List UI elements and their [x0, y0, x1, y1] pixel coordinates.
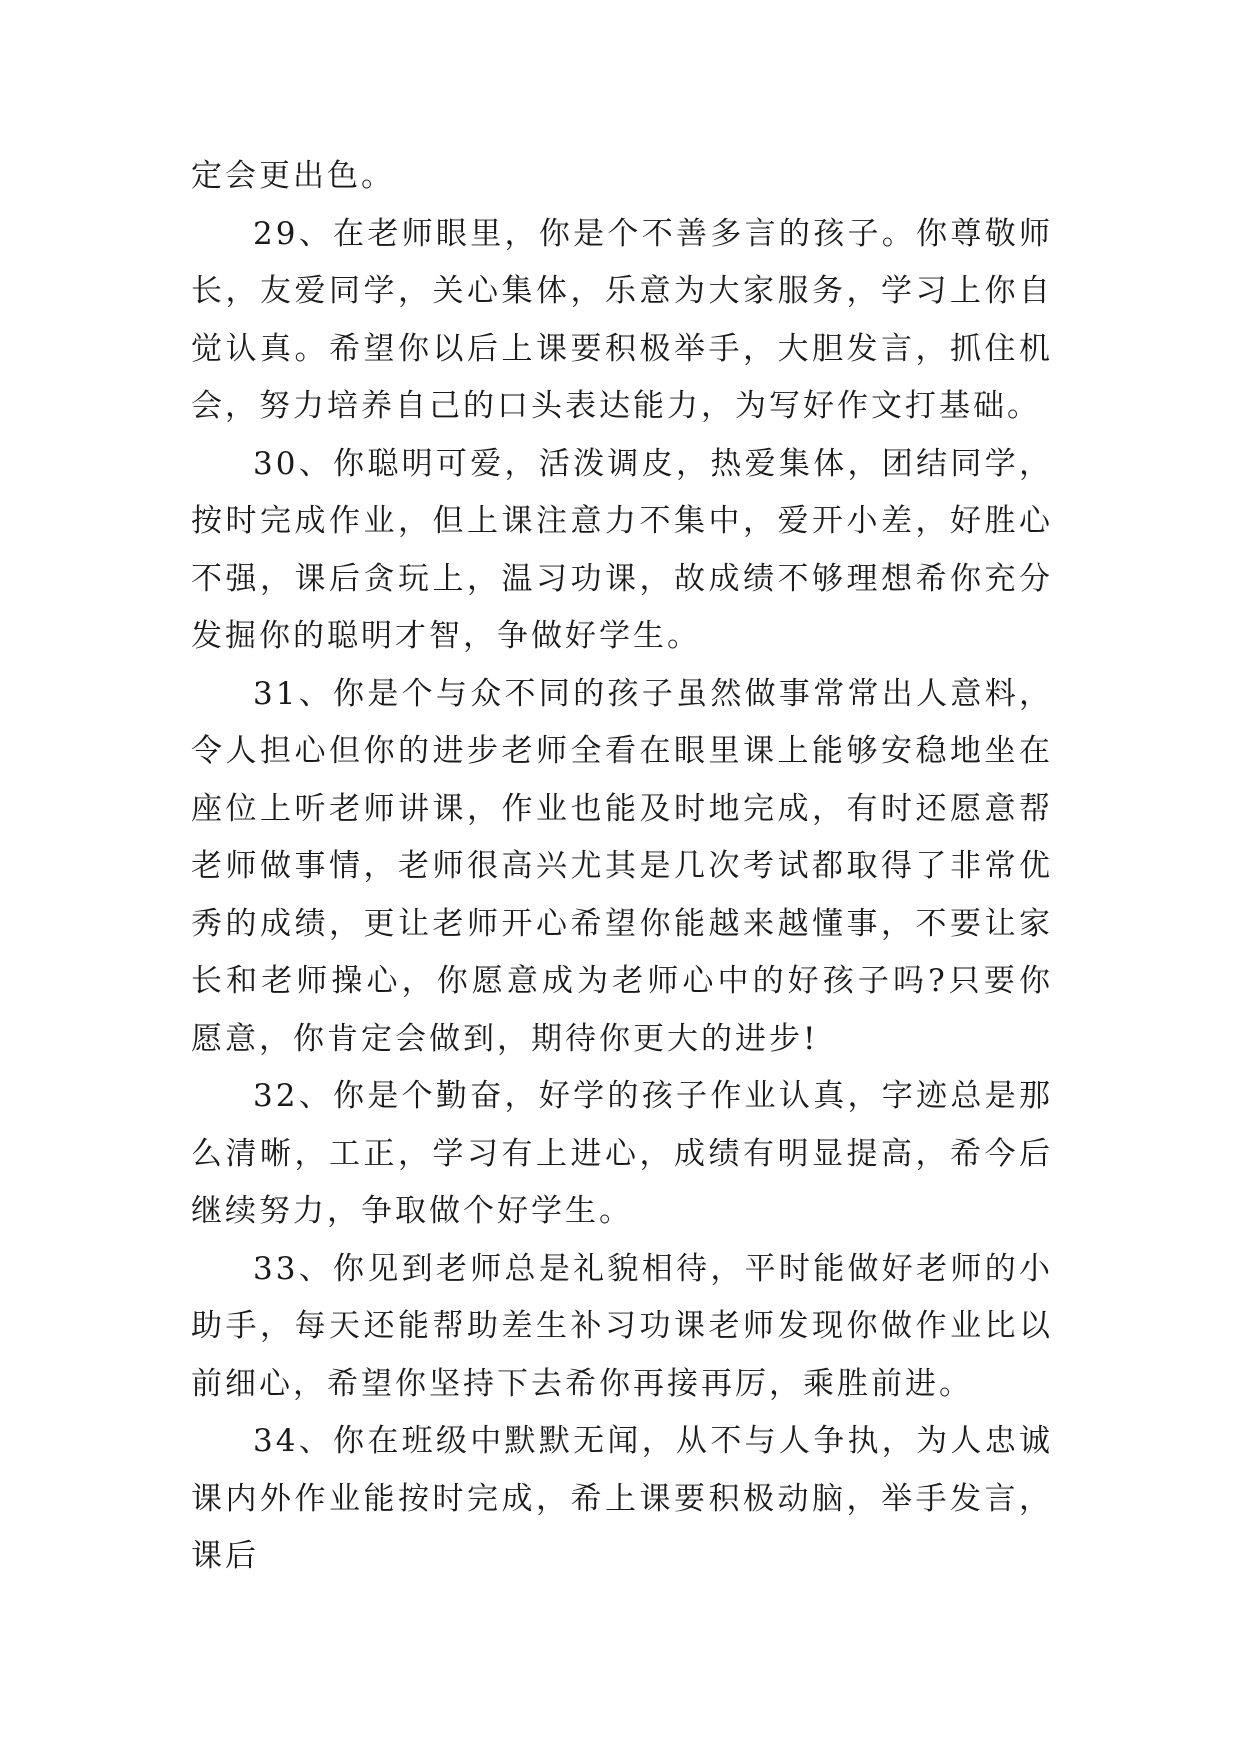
- paragraph-comment-31: 31、你是个与众不同的孩子虽然做事常常出人意料，令人担心但你的进步老师全看在眼里课上能够安稳地坐在座位上听老师讲课，作业也能及时地完成，有时还愿意帮老师做事情，老师很高兴尤其是几次考试都取得了非常优秀的成绩，更让老师开心希望你能越来越懂事，不要让家长和老师操心，你愿意成为老师心中的好孩子吗?只要你愿意，你肯定会做到，期待你更大的进步!: [191, 675, 1053, 1057]
- paragraph-comment-32: 32、你是个勤奋，好学的孩子作业认真，字迹总是那么清晰，工正，学习有上进心，成绩有明显提高，希今后继续努力，争取做个好学生。: [191, 1078, 1053, 1229]
- paragraph-continuation: 定会更出色。: [191, 158, 395, 194]
- paragraph-comment-34: 34、你在班级中默默无闻，从不与人争执，为人忠诚课内外作业能按时完成，希上课要积极动脑，举手发言，课后: [191, 1423, 1053, 1574]
- paragraph-comment-29: 29、在老师眼里，你是个不善多言的孩子。你尊敬师长，友爱同学，关心集体，乐意为大家服务，学习上你自觉认真。希望你以后上课要积极举手，大胆发言，抓住机会，努力培养自己的口头表达能力，为写好作文打基础。: [191, 215, 1053, 424]
- paragraph-comment-30: 30、你聪明可爱，活泼调皮，热爱集体，团结同学，按时完成作业，但上课注意力不集中，爱开小差，好胜心不强，课后贪玩上，温习功课，故成绩不够理想希你充分发掘你的聪明才智，争做好学生。: [191, 445, 1053, 654]
- paragraph-comment-33: 33、你见到老师总是礼貌相待，平时能做好老师的小助手，每天还能帮助差生补习功课老师发现你做作业比以前细心，希望你坚持下去希你再接再厉，乘胜前进。: [191, 1250, 1053, 1402]
- document-body: [191, 148, 1053, 1586]
